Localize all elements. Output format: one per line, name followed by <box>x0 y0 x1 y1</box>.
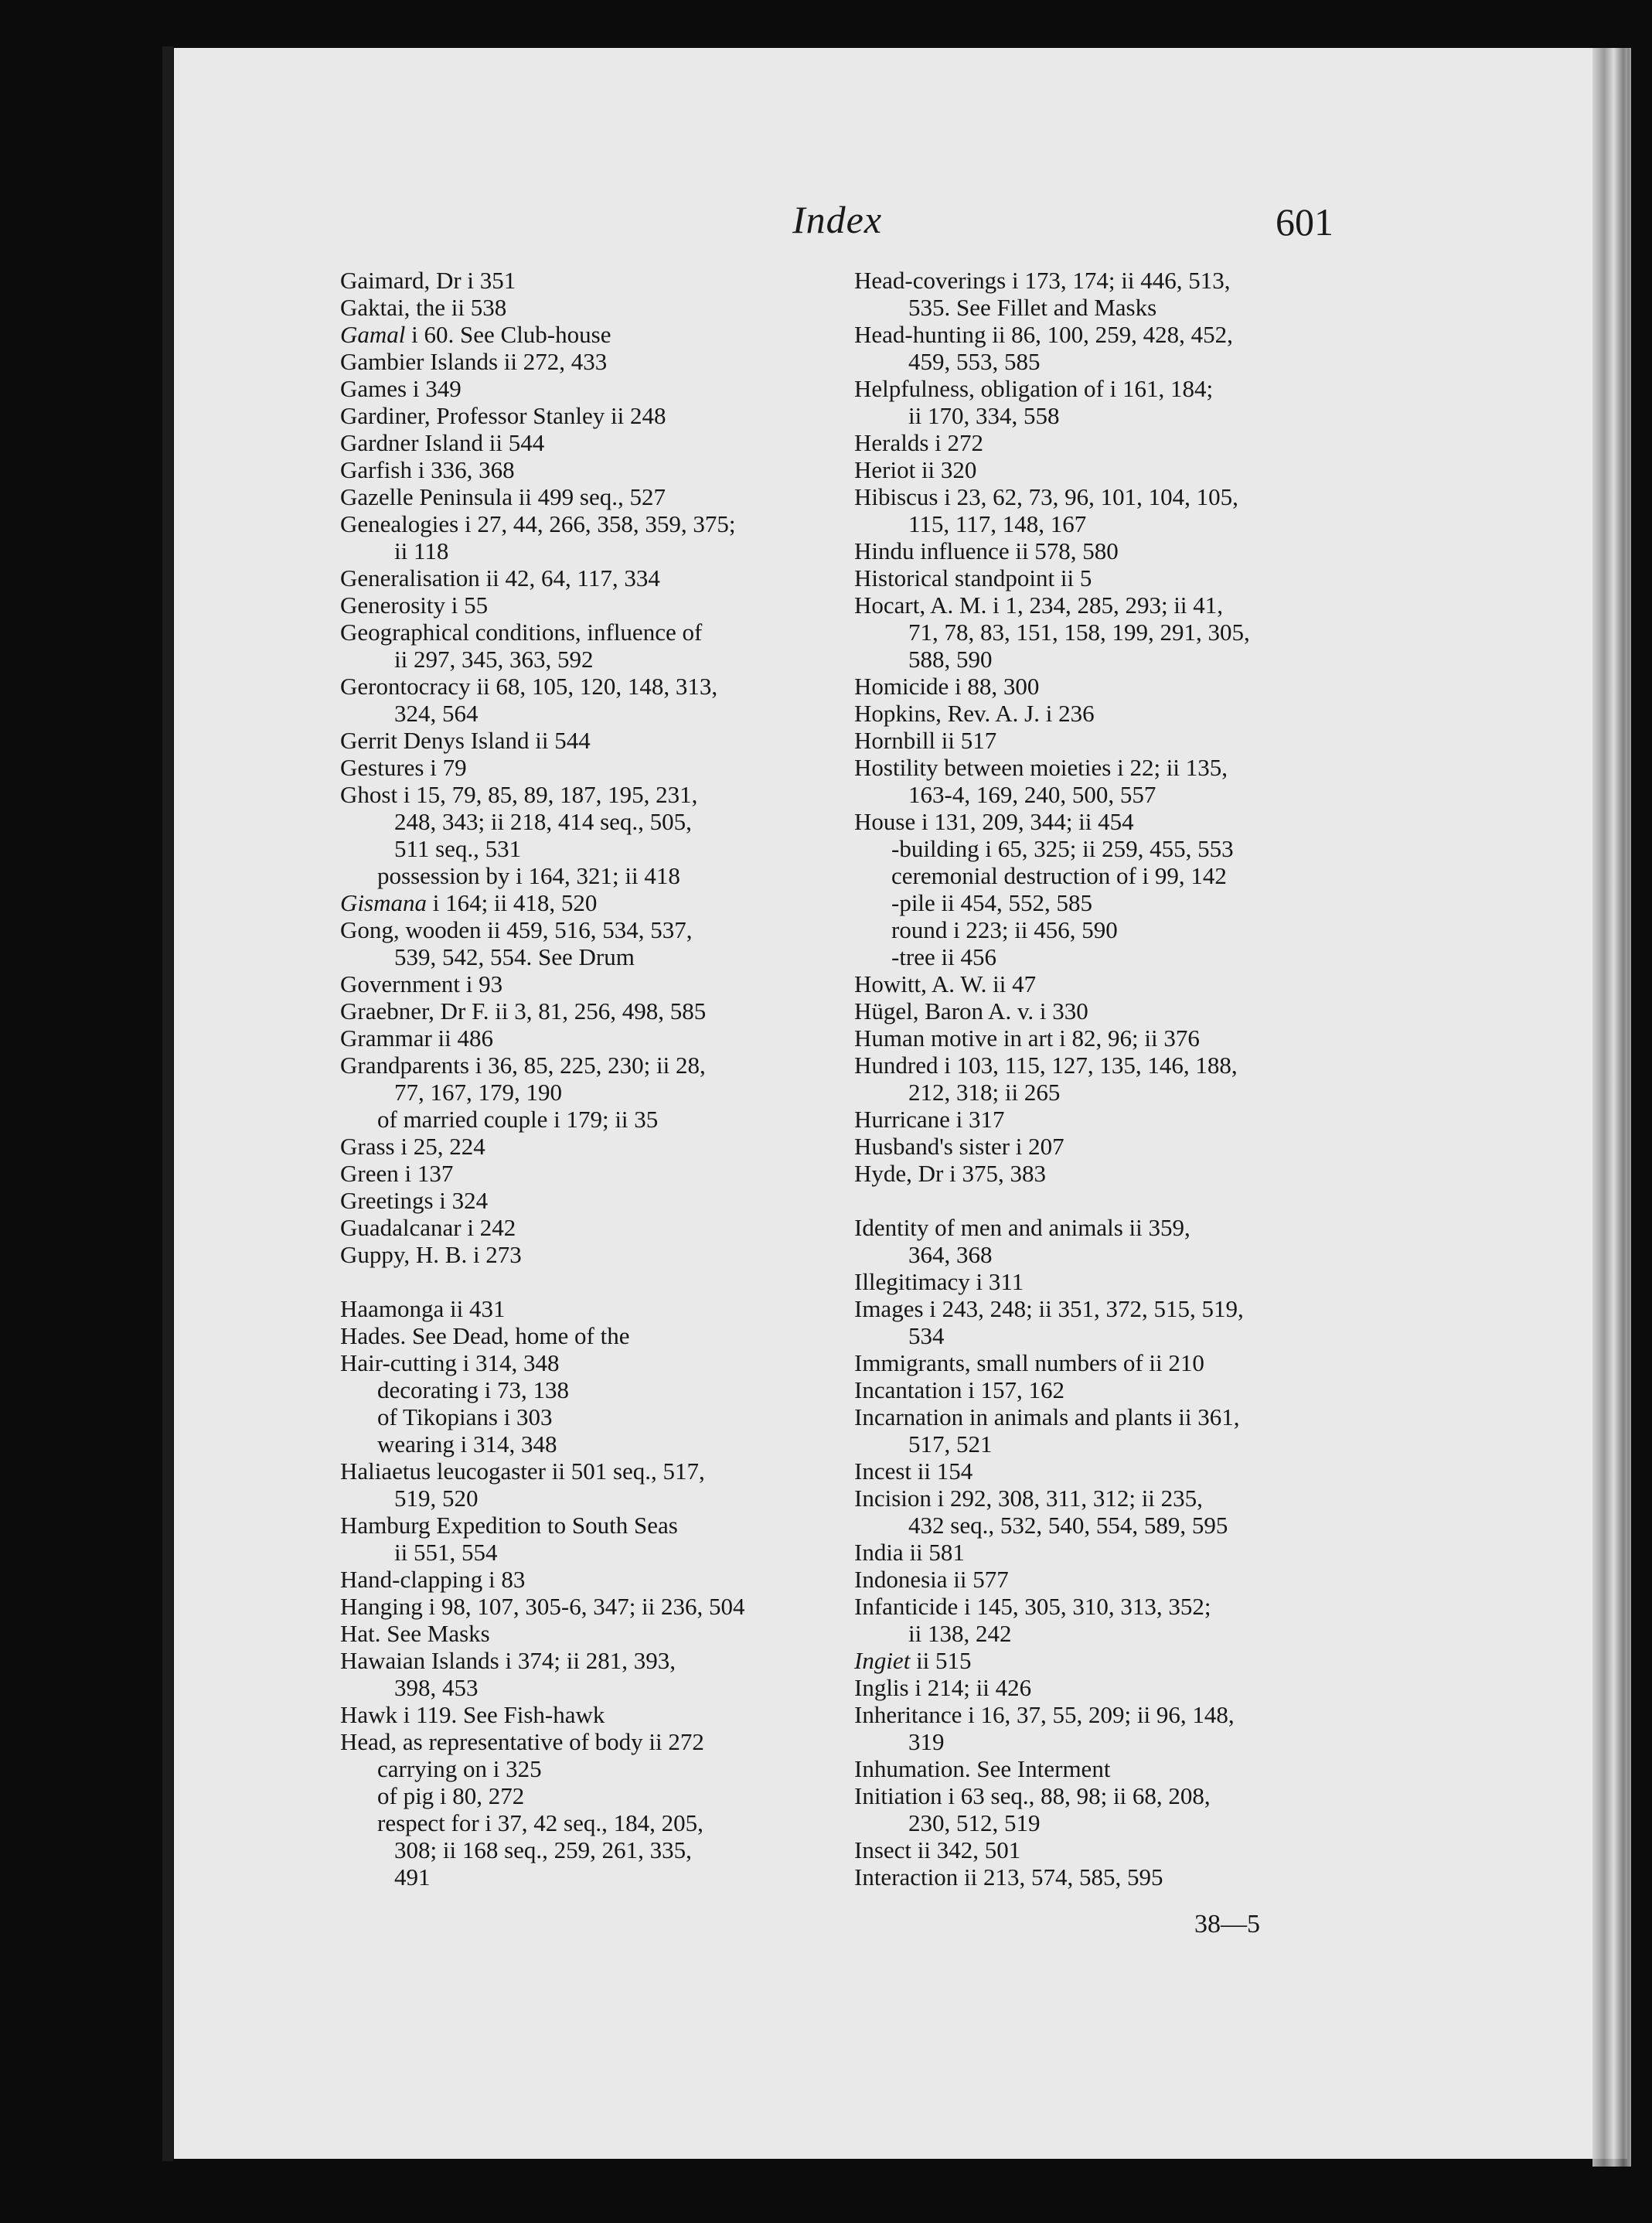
index-entry: Inglis i 214; ii 426 <box>854 1674 1032 1701</box>
index-entry: Grass i 25, 224 <box>340 1133 485 1160</box>
signature-mark: 38—5 <box>1194 1910 1260 1938</box>
index-column-right <box>854 267 1349 1891</box>
index-entry: Heralds i 272 <box>854 429 984 456</box>
index-entry: of married couple i 179; ii 35 <box>377 1106 659 1133</box>
index-entry: 319 <box>908 1728 945 1755</box>
index-entry: Illegitimacy i 311 <box>854 1268 1024 1295</box>
index-entry: Interaction ii 213, 574, 585, 595 <box>854 1863 1163 1891</box>
index-entry: Head-hunting ii 86, 100, 259, 428, 452, <box>854 321 1233 348</box>
index-entry: ceremonial destruction of i 99, 142 <box>891 862 1227 889</box>
index-entry: -tree ii 456 <box>891 943 997 970</box>
index-entry: Hades. See Dead, home of the <box>340 1322 630 1349</box>
index-entry: Hawaian Islands i 374; ii 281, 393, <box>340 1647 676 1674</box>
index-entry: Gaimard, Dr i 351 <box>340 267 516 294</box>
index-entry: Hindu influence ii 578, 580 <box>854 537 1119 564</box>
index-column-left <box>340 267 819 1891</box>
index-entry: Graebner, Dr F. ii 3, 81, 256, 498, 585 <box>340 997 707 1025</box>
index-entry: of pig i 80, 272 <box>377 1782 525 1809</box>
index-entry: Hair-cutting i 314, 348 <box>340 1349 560 1376</box>
index-entry: round i 223; ii 456, 590 <box>891 916 1118 943</box>
index-entry: Gaktai, the ii 538 <box>340 294 507 321</box>
index-entry: Hundred i 103, 115, 127, 135, 146, 188, <box>854 1052 1238 1079</box>
index-entry: Head, as representative of body ii 272 <box>340 1728 704 1755</box>
index-entry: ii 138, 242 <box>908 1620 1012 1647</box>
index-entry: Gardner Island ii 544 <box>340 429 545 456</box>
index-entry: 212, 318; ii 265 <box>908 1079 1061 1106</box>
index-entry: Gazelle Peninsula ii 499 seq., 527 <box>340 483 666 510</box>
index-entry: Green i 137 <box>340 1160 454 1187</box>
index-entry: Gismana i 164; ii 418, 520 <box>340 889 598 916</box>
index-entry: 398, 453 <box>394 1674 479 1701</box>
index-entry: ii 118 <box>394 537 449 564</box>
index-entry: Hawk i 119. See Fish-hawk <box>340 1701 605 1728</box>
index-entry: 77, 167, 179, 190 <box>394 1079 562 1106</box>
index-entry: ii 170, 334, 558 <box>908 402 1060 429</box>
index-entry: 163-4, 169, 240, 500, 557 <box>908 781 1156 808</box>
index-entry: 519, 520 <box>394 1485 479 1512</box>
index-entry: Hibiscus i 23, 62, 73, 96, 101, 104, 105, <box>854 483 1238 510</box>
index-entry: Hopkins, Rev. A. J. i 236 <box>854 700 1095 727</box>
index-entry: 71, 78, 83, 151, 158, 199, 291, 305, <box>908 619 1250 646</box>
page-fore-edge <box>1592 48 1631 2167</box>
index-entry: Historical standpoint ii 5 <box>854 564 1092 592</box>
index-entry: decorating i 73, 138 <box>377 1376 569 1403</box>
index-entry: -building i 65, 325; ii 259, 455, 553 <box>891 835 1234 862</box>
index-entry: Hurricane i 317 <box>854 1106 1005 1133</box>
index-entry: Gardiner, Professor Stanley ii 248 <box>340 402 666 429</box>
index-entry: Haamonga ii 431 <box>340 1295 506 1322</box>
index-headword: Gamal <box>340 321 406 348</box>
index-entry: Government i 93 <box>340 970 503 997</box>
index-entry: Garfish i 336, 368 <box>340 456 515 483</box>
index-entry: Genealogies i 27, 44, 266, 358, 359, 375; <box>340 510 736 537</box>
index-entry: Incantation i 157, 162 <box>854 1376 1065 1403</box>
index-entry: Greetings i 324 <box>340 1187 489 1214</box>
index-entry: Generalisation ii 42, 64, 117, 334 <box>340 564 660 592</box>
index-entry: Heriot ii 320 <box>854 456 977 483</box>
index-entry: respect for i 37, 42 seq., 184, 205, <box>377 1809 703 1836</box>
index-entry: Hocart, A. M. i 1, 234, 285, 293; ii 41, <box>854 592 1224 619</box>
index-entry: Infanticide i 145, 305, 310, 313, 352; <box>854 1593 1211 1620</box>
index-entry: Guadalcanar i 242 <box>340 1214 516 1241</box>
index-entry: Guppy, H. B. i 273 <box>340 1241 522 1268</box>
index-entry: Gestures i 79 <box>340 754 467 781</box>
index-entry: Howitt, A. W. ii 47 <box>854 970 1037 997</box>
index-entry: Gerontocracy ii 68, 105, 120, 148, 313, <box>340 673 718 700</box>
index-entry: Hornbill ii 517 <box>854 727 997 754</box>
index-entry: Identity of men and animals ii 359, <box>854 1214 1190 1241</box>
index-entry: Initiation i 63 seq., 88, 98; ii 68, 208, <box>854 1782 1211 1809</box>
index-entry: ii 297, 345, 363, 592 <box>394 646 594 673</box>
index-entry: Gambier Islands ii 272, 433 <box>340 348 608 375</box>
index-entry: Games i 349 <box>340 375 462 402</box>
index-entry: -pile ii 454, 552, 585 <box>891 889 1093 916</box>
index-entry: 539, 542, 554. See Drum <box>394 943 635 970</box>
index-entry: 491 <box>394 1863 431 1891</box>
index-entry: Insect ii 342, 501 <box>854 1836 1021 1863</box>
index-entry: 308; ii 168 seq., 259, 261, 335, <box>394 1836 692 1863</box>
index-entry: Haliaetus leucogaster ii 501 seq., 517, <box>340 1458 705 1485</box>
index-entry: Incest ii 154 <box>854 1458 973 1485</box>
index-entry: 517, 521 <box>908 1430 993 1458</box>
index-entry: ii 551, 554 <box>394 1539 498 1566</box>
index-entry: Helpfulness, obligation of i 161, 184; <box>854 375 1214 402</box>
index-entry: 364, 368 <box>908 1241 993 1268</box>
index-entry: 511 seq., 531 <box>394 835 522 862</box>
index-entry: Hand-clapping i 83 <box>340 1566 526 1593</box>
index-entry: Images i 243, 248; ii 351, 372, 515, 519, <box>854 1295 1244 1322</box>
index-entry: 459, 553, 585 <box>908 348 1041 375</box>
index-entry: Gamal i 60. See Club-house <box>340 321 611 348</box>
index-entry: Hyde, Dr i 375, 383 <box>854 1160 1046 1187</box>
index-entry: Inheritance i 16, 37, 55, 209; ii 96, 148, <box>854 1701 1235 1728</box>
index-entry: Human motive in art i 82, 96; ii 376 <box>854 1025 1200 1052</box>
index-entry: Grammar ii 486 <box>340 1025 494 1052</box>
index-entry: of Tikopians i 303 <box>377 1403 553 1430</box>
index-entry: Ingiet ii 515 <box>854 1647 972 1674</box>
index-entry: 324, 564 <box>394 700 479 727</box>
index-entry: Hanging i 98, 107, 305-6, 347; ii 236, 504 <box>340 1593 745 1620</box>
page-number: 601 <box>1276 200 1334 244</box>
index-entry: wearing i 314, 348 <box>377 1430 557 1458</box>
index-entry: 535. See Fillet and Masks <box>908 294 1157 321</box>
index-entry: Hamburg Expedition to South Seas <box>340 1512 678 1539</box>
index-entry: Inhumation. See Interment <box>854 1755 1111 1782</box>
index-entry: Incision i 292, 308, 311, 312; ii 235, <box>854 1485 1203 1512</box>
index-entry: Hügel, Baron A. v. i 330 <box>854 997 1088 1025</box>
index-entry: Indonesia ii 577 <box>854 1566 1009 1593</box>
index-entry: Immigrants, small numbers of ii 210 <box>854 1349 1204 1376</box>
index-entry: 588, 590 <box>908 646 993 673</box>
index-entry: Gong, wooden ii 459, 516, 534, 537, <box>340 916 693 943</box>
index-headword: Gismana <box>340 889 427 916</box>
index-entry: 534 <box>908 1322 945 1349</box>
index-entry: 115, 117, 148, 167 <box>908 510 1087 537</box>
index-entry: House i 131, 209, 344; ii 454 <box>854 808 1134 835</box>
index-entry: Grandparents i 36, 85, 225, 230; ii 28, <box>340 1052 706 1079</box>
index-entry: carrying on i 325 <box>377 1755 542 1782</box>
index-entry: Hat. See Masks <box>340 1620 490 1647</box>
index-entry: 230, 512, 519 <box>908 1809 1041 1836</box>
index-entry: Husband's sister i 207 <box>854 1133 1064 1160</box>
index-headword: Ingiet <box>854 1647 911 1674</box>
index-entry: Ghost i 15, 79, 85, 89, 187, 195, 231, <box>340 781 698 808</box>
index-entry: Head-coverings i 173, 174; ii 446, 513, <box>854 267 1231 294</box>
index-entry: India ii 581 <box>854 1539 965 1566</box>
binding-shadow <box>162 46 173 2161</box>
index-entry: Incarnation in animals and plants ii 361, <box>854 1403 1240 1430</box>
index-entry: 248, 343; ii 218, 414 seq., 505, <box>394 808 692 835</box>
index-entry: Gerrit Denys Island ii 544 <box>340 727 591 754</box>
index-entry: Generosity i 55 <box>340 592 489 619</box>
index-entry: Homicide i 88, 300 <box>854 673 1040 700</box>
index-entry: possession by i 164, 321; ii 418 <box>377 862 680 889</box>
index-entry: Hostility between moieties i 22; ii 135, <box>854 754 1228 781</box>
index-entry: Geographical conditions, influence of <box>340 619 703 646</box>
index-entry: 432 seq., 532, 540, 554, 589, 595 <box>908 1512 1228 1539</box>
running-head: Index <box>792 198 883 241</box>
